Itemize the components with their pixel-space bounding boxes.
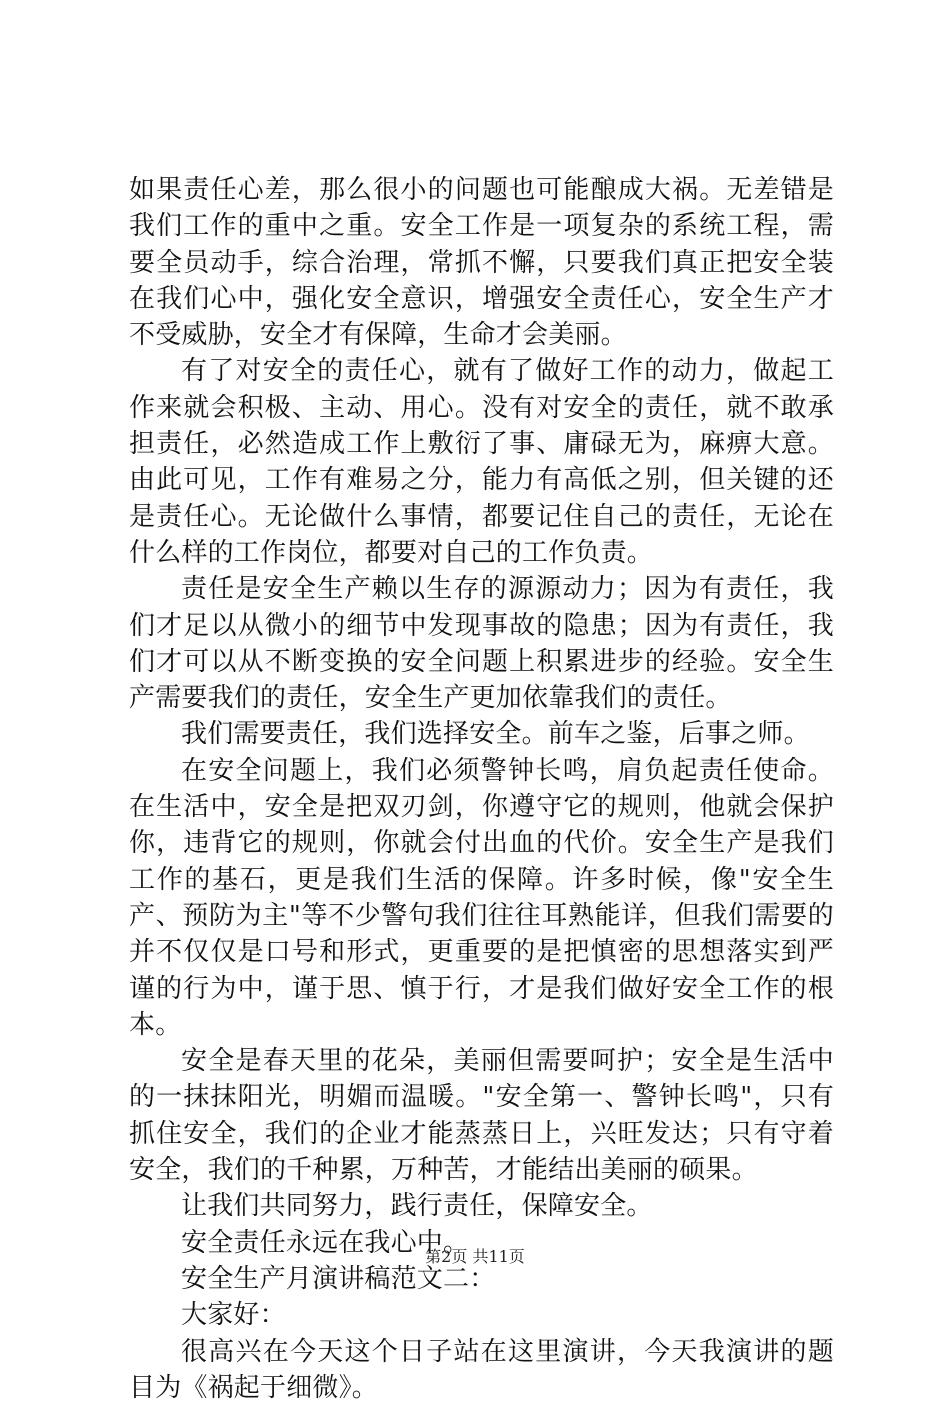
paragraph-6: 安全是春天里的花朵，美丽但需要呵护；安全是生活中的一抹抹阳光，明媚而温暖。"安全第一、警钟长鸣"，只有抓住安全，我们的企业才能蒸蒸日上，兴旺发达；只有守着安全，我们的千种累，万种苦，才能结出美丽的硕果。	[129, 1043, 834, 1188]
paragraph-5: 在安全问题上，我们必须警钟长鸣，肩负起责任使命。在生活中，安全是把双刃剑，你遵守它的规则，他就会保护你，违背它的规则，你就会付出血的代价。安全生产是我们工作的基石，更是我们生活的保障。许多时候，像"安全生产、预防为主"等不少警句我们往往耳熟能详，但我们需要的并不仅仅是口号和形式，更重要的是把慎密的思想落实到严谨的行为中，谨于思、慎于行，才是我们做好安全工作的根本。	[129, 753, 834, 1043]
page-number-footer: 第2页 共11页	[0, 1244, 950, 1267]
paragraph-1: 如果责任心差，那么很小的问题也可能酿成大祸。无差错是我们工作的重中之重。安全工作是一项复杂的系统工程，需要全员动手，综合治理，常抓不懈，只要我们真正把安全装在我们心中，强化安全意识，增强安全责任心，安全生产才不受威胁，安全才有保障，生命才会美丽。	[129, 172, 834, 353]
paragraph-8: 安全责任永远在我心中。	[129, 1225, 834, 1261]
paragraph-2: 有了对安全的责任心，就有了做好工作的动力，做起工作来就会积极、主动、用心。没有对安全的责任，就不敢承担责任，必然造成工作上敷衍了事、庸碌无为，麻痹大意。由此可见，工作有难易之分，能力有高低之别，但关键的还是责任心。无论做什么事情，都要记住自己的责任，无论在什么样的工作岗位，都要对自己的工作负责。	[129, 353, 834, 571]
paragraph-7: 让我们共同努力，践行责任，保障安全。	[129, 1188, 834, 1224]
paragraph-3: 责任是安全生产赖以生存的源源动力；因为有责任，我们才足以从微小的细节中发现事故的隐患；因为有责任，我们才可以从不断变换的安全问题上积累进步的经验。安全生产需要我们的责任，安全生产更加依靠我们的责任。	[129, 571, 834, 716]
paragraph-4: 我们需要责任，我们选择安全。前车之鉴，后事之师。	[129, 716, 834, 752]
paragraph-9: 安全生产月演讲稿范文二：	[129, 1261, 834, 1297]
document-body	[129, 172, 834, 1406]
paragraph-10: 大家好：	[129, 1297, 834, 1333]
paragraph-11: 很高兴在今天这个日子站在这里演讲，今天我演讲的题目为《祸起于细微》。	[129, 1334, 834, 1406]
